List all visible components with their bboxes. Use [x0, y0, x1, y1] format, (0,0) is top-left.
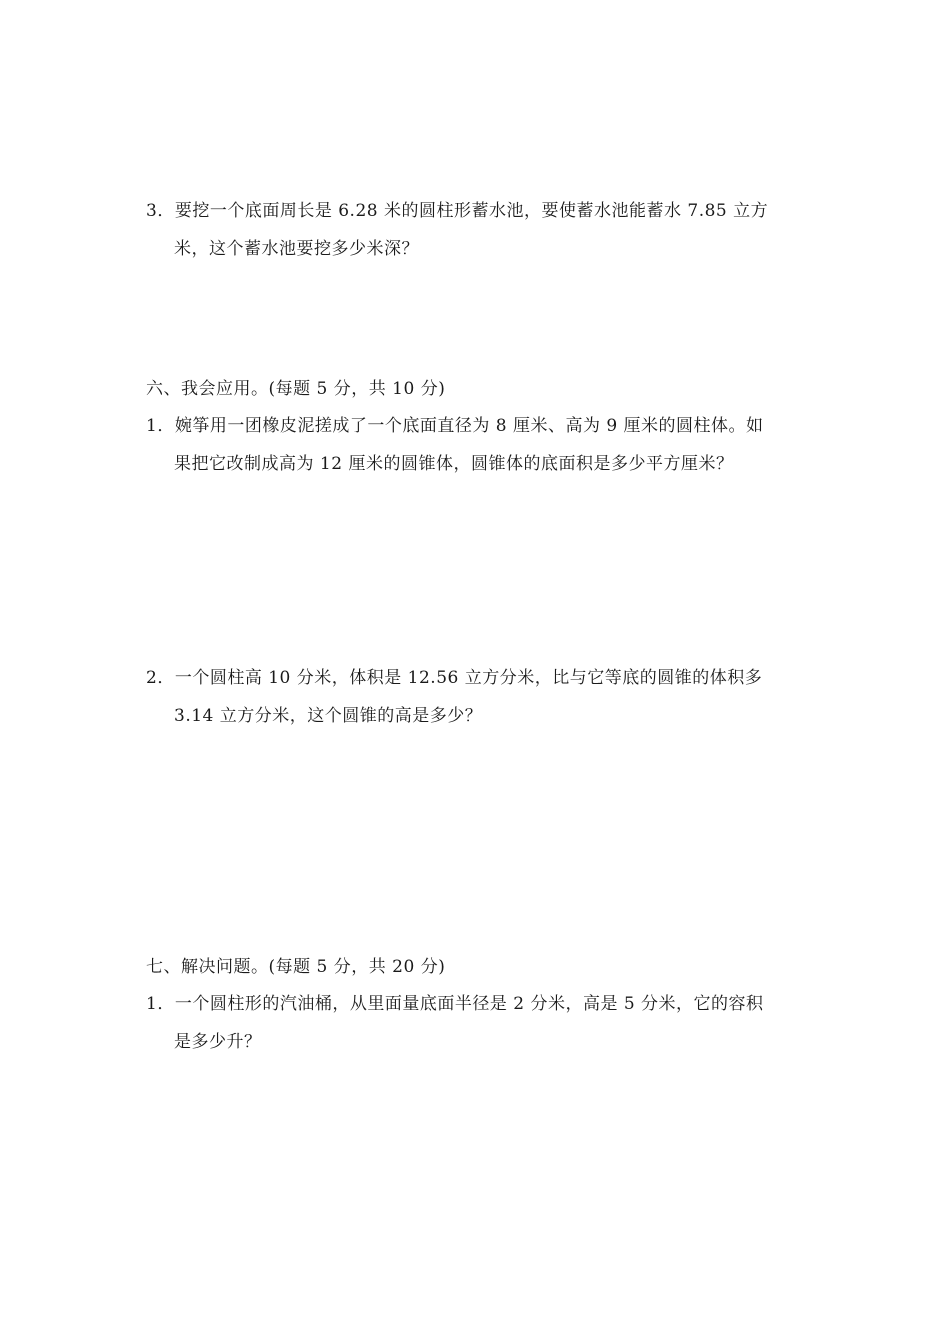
section-6-heading: 六、我会应用。(每题 5 分，共 10 分): [146, 379, 446, 399]
section-6-question-1-line-1: 1．婉筝用一团橡皮泥搓成了一个底面直径为 8 厘米、高为 9 厘米的圆柱体。如: [146, 416, 764, 436]
section-6-question-1-line-2: 果把它改制成高为 12 厘米的圆锥体，圆锥体的底面积是多少平方厘米？: [174, 454, 734, 474]
section-6-question-2-line-1: 2．一个圆柱高 10 分米，体积是 12.56 立方分米，比与它等底的圆锥的体积多: [146, 668, 763, 688]
section-7-heading: 七、解决问题。(每题 5 分，共 20 分): [146, 957, 446, 977]
section-6-question-2-line-2: 3.14 立方分米，这个圆锥的高是多少？: [174, 706, 483, 726]
question-3-line-2: 米，这个蓄水池要挖多少米深？: [174, 239, 419, 259]
question-3-line-1: 3．要挖一个底面周长是 6.28 米的圆柱形蓄水池，要使蓄水池能蓄水 7.85 立方: [146, 201, 769, 221]
section-7-question-1-line-1: 1．一个圆柱形的汽油桶，从里面量底面半径是 2 分米，高是 5 分米，它的容积: [146, 994, 764, 1014]
section-7-question-1-line-2: 是多少升？: [174, 1032, 262, 1052]
